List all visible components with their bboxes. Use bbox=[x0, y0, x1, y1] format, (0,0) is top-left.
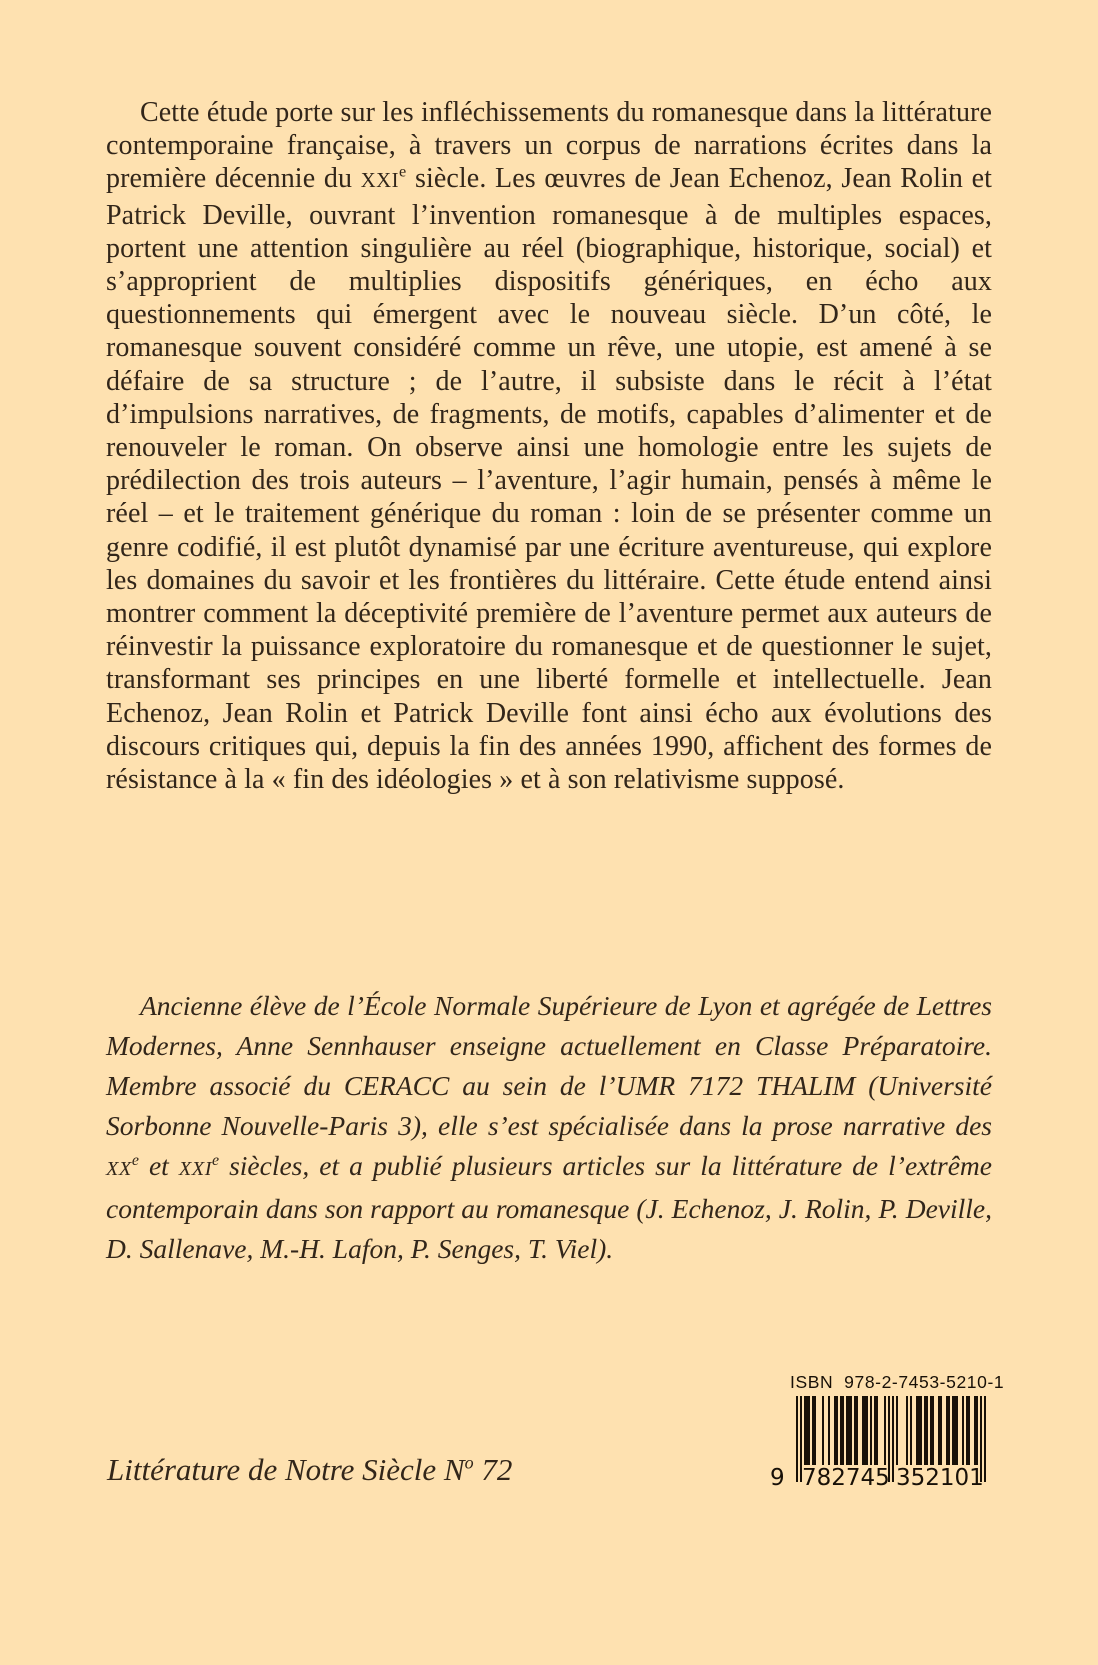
century-superscript: e bbox=[399, 163, 407, 182]
barcode-digits-left: 782745 bbox=[802, 1465, 890, 1491]
synopsis-text-1: Cette étude porte sur les infléchissements du romanesque dans la littérature contemporaine française, à travers un corpus de narrations écrites dans la première décennie du bbox=[106, 97, 992, 195]
barcode-digit-first: 9 bbox=[770, 1465, 785, 1491]
series-number: 72 bbox=[473, 1452, 513, 1487]
bio-century-superscript-1: e bbox=[131, 1151, 139, 1169]
bio-century-smallcaps-1: XX bbox=[106, 1158, 132, 1180]
barcode-digits-right: 352101 bbox=[896, 1465, 984, 1491]
century-smallcaps: XXI bbox=[360, 170, 400, 193]
series-name: Littérature de Notre Siècle N bbox=[107, 1452, 465, 1487]
isbn-number: ISBN 978-2-7453-5210-1 bbox=[790, 1372, 1005, 1392]
synopsis-text-2: siècle. Les œuvres de Jean Echenoz, Jean Rolin et Patrick Deville, ouvrant l’invention romanesque à de multiples espaces, portent une attention singulière au réel (biographique, historique, social) et s’approprient de multiplies dispositifs génériques, en écho aux questionnements qui émergent avec le nouveau siècle. D’un côté, le romanesque souvent considéré comme un rêve, une utopie, est amené à se défaire de sa structure ; de l’autre, il subsiste dans le récit à l’état d’impulsions narratives, de fragments, de motifs, capables d’alimenter et de renouveler le roman. On observe ainsi une homologie entre les sujets de prédilection des trois auteurs – l’aventure, l’agir humain, pensés à même le réel – et le traitement générique du roman : loin de se présenter comme un genre codifié, il est plutôt dynamisé par une écriture aventureuse, qui explore les domaines du savoir et les frontières du littéraire. Cette étude entend ainsi montrer comment la déceptivité première de l’aventure permet aux auteurs de réinvestir la puissance exploratoire du romanesque et de questionner le sujet, transformant ses principes en une liberté formelle et intellectuelle. Jean Echenoz, Jean Rolin et Patrick Deville font ainsi écho aux évolutions des discours critiques qui, depuis la fin des années 1990, affichent des formes de résistance à la « fin des idéologies » et à son relativisme supposé. bbox=[106, 163, 992, 796]
bio-text-2: siècles, et a publié plusieurs articles sur la littérature de l’extrême contemporain dans son rapport au romanesque (J. Echenoz, J. Rolin, P. Deville, D. Sallenave, M.-H. Lafon, P. Senges, T. Viel). bbox=[106, 1150, 992, 1264]
author-bio-paragraph bbox=[106, 986, 992, 1269]
bio-text-mid: et bbox=[138, 1150, 179, 1181]
bio-century-superscript-2: e bbox=[211, 1151, 220, 1169]
bio-text-1: Ancienne élève de l’École Normale Supérieure de Lyon et agrégée de Lettres Modernes, Anne Sennhauser enseigne actuellement en Classe Préparatoire. Membre associé du CERACC au sein de l’UMR 7172 THALIM (Université Sorbonne Nouvelle-Paris 3), elle s’est spécialisée dans la prose narrative des bbox=[106, 990, 992, 1141]
series-label bbox=[107, 1452, 512, 1488]
bio-century-smallcaps-2: XXI bbox=[178, 1158, 212, 1180]
isbn-barcode-block bbox=[760, 1372, 1006, 1498]
barcode-digits bbox=[760, 1465, 1006, 1491]
series-number-superscript: o bbox=[464, 1452, 474, 1473]
synopsis-paragraph bbox=[106, 96, 992, 796]
